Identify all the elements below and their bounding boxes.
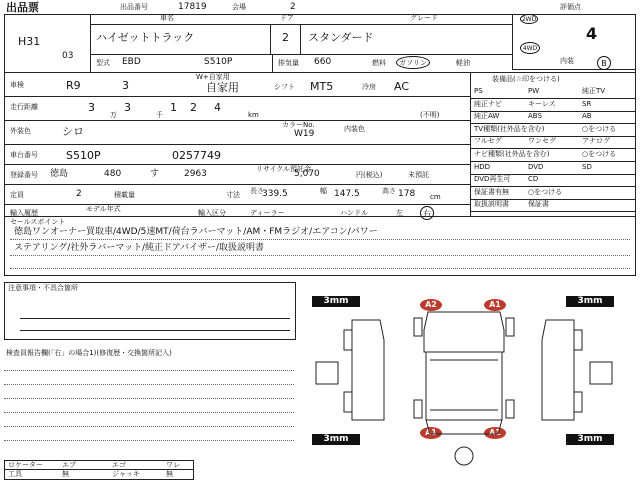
table-header: ワレ <box>166 461 180 469</box>
truck-rear-outline <box>426 420 502 434</box>
size-label: 寸法 <box>226 191 240 199</box>
interior-score: B <box>597 56 611 70</box>
wheel-icon <box>344 392 352 412</box>
scale-label: 3mm <box>312 296 360 307</box>
wheel-icon <box>574 330 582 350</box>
mileage-digit: 4 <box>214 101 221 114</box>
color-code: W19 <box>294 129 315 139</box>
equipment-item: ABS <box>528 112 542 121</box>
equipment-item: SD <box>582 162 592 171</box>
mileage-unit: 千 <box>156 111 163 119</box>
left-side-outline <box>352 320 384 420</box>
mileage-digit: 3 <box>124 101 131 114</box>
recycle-unit: 円(税込) <box>356 171 383 179</box>
sales-point-line: ステアリング/社外ラバーマット/純正ドアバイザー/取扱説明書 <box>14 243 265 253</box>
inspection-label: 車検 <box>10 81 24 89</box>
interior-score-label: 内装 <box>560 57 574 65</box>
equipment-item: TV種類(社外品を含む) <box>474 124 545 133</box>
table-cell: 無 <box>62 470 69 478</box>
equipment-item: HDD <box>474 162 491 171</box>
capacity: 2 <box>76 189 82 199</box>
damage-tag-rear-right: A1 <box>484 427 506 439</box>
table-cell: 工具 <box>8 470 22 478</box>
table-header: エゴ <box>112 461 126 469</box>
equipment-item: PS <box>474 87 483 95</box>
model-month: 03 <box>62 51 74 61</box>
equipment-item: 保証書有無 <box>474 187 509 196</box>
fuel-diesel: 軽油 <box>456 59 470 67</box>
fuel-label: 燃料 <box>372 59 386 67</box>
car-name: ハイゼットトラック <box>96 31 195 44</box>
damage-tag-front-right: A1 <box>484 299 506 311</box>
mileage-note: (不明) <box>420 111 440 119</box>
model-prefix: EBD <box>122 57 141 67</box>
import-value: ディーラー <box>250 209 285 217</box>
model-year: H31 <box>18 35 41 48</box>
door-label: ドア <box>280 14 294 22</box>
chassis-label: 車台番号 <box>10 151 38 159</box>
unpaid-label: 未預託 <box>408 171 429 179</box>
capacity-label: 定員 <box>10 191 24 199</box>
equipment-item: DVD <box>528 162 544 171</box>
damage-tag-rear-left: A1 <box>420 427 442 439</box>
recycle-amount: 5,070 <box>294 169 320 179</box>
registration-class: 480 <box>104 169 122 179</box>
length-value: 339.5 <box>262 189 288 199</box>
model-code: S510P <box>204 57 233 67</box>
equipment-item: PW <box>528 87 540 95</box>
sales-point-line: 徳島ワンオーナー買取車/4WD/5速MT/荷台ラバーマット/AM・FMラジオ/エアコン/パワー <box>14 227 378 237</box>
load-label: 積載量 <box>114 191 135 199</box>
wheel-icon <box>574 392 582 412</box>
grade: スタンダード <box>308 31 374 44</box>
drive-option-4wd: 4WD <box>520 42 540 54</box>
venue-number-label: 会場 <box>232 3 246 11</box>
wheel-icon <box>506 400 514 418</box>
ac-label: 冷房 <box>362 83 376 91</box>
equipment-item: DVD再生可 <box>474 175 511 184</box>
equipment-item: アナログ <box>582 137 610 146</box>
equipment-item: ワンセグ <box>528 137 556 146</box>
venue-number: 2 <box>290 2 296 12</box>
table-header: ロケーター <box>8 461 43 469</box>
width-value: 147.5 <box>334 189 360 199</box>
length-label: 長さ <box>250 187 264 195</box>
history-label: 輸入履歴 <box>10 209 38 217</box>
mileage-digit: 1 <box>170 101 177 114</box>
car-name-label: 車名 <box>160 14 174 22</box>
sales-point-label: セールスポイント <box>10 218 66 226</box>
score-label: 評価点 <box>560 3 581 11</box>
ac-value: AC <box>394 80 410 93</box>
spare-tire-icon <box>455 447 473 465</box>
scale-label: 3mm <box>312 434 360 445</box>
chassis-prefix: S510P <box>66 149 101 162</box>
history-sub-label: モデル年式 <box>86 205 121 213</box>
table-cell: 無 <box>166 470 173 478</box>
recycle-label: リサイクル預託金 <box>256 165 312 173</box>
shift-label: シフト <box>274 83 295 91</box>
shift-value: MT5 <box>310 80 334 93</box>
equipment-item: 純正AW <box>474 112 500 121</box>
height-value: 178 <box>398 189 416 199</box>
displacement: 660 <box>314 57 332 67</box>
handle-right-selected: 右 <box>420 206 434 220</box>
scale-label: 3mm <box>566 296 614 307</box>
inspector-label: 検査員報告欄(「右」の場合1)(修復歴・交換箇所記入) <box>6 349 172 357</box>
rear-view-outline <box>590 362 612 384</box>
color-value: シロ <box>62 125 84 138</box>
wheel-icon <box>414 400 422 418</box>
right-side-outline <box>542 320 574 420</box>
equipment-item: ○をつける <box>528 187 563 196</box>
fuel-gasoline: ガソリン <box>396 56 430 69</box>
evaluation-score: 4 <box>586 24 598 43</box>
color-label: 外装色 <box>10 127 31 135</box>
model-label: 型式 <box>96 59 110 67</box>
color-code-label: カラーNo. <box>282 121 315 129</box>
mileage-digit: 3 <box>88 101 95 114</box>
exhibit-number: 17819 <box>178 2 207 12</box>
mileage-digit: 2 <box>190 101 197 114</box>
table-header: エブ <box>62 461 76 469</box>
damage-tag-front-left: A2 <box>420 299 442 311</box>
truck-cab-outline <box>424 312 504 352</box>
equipment-item: AB <box>582 112 592 121</box>
equipment-item: 保証書 <box>528 200 549 209</box>
mileage-unit: km <box>248 111 259 119</box>
import-label: 輸入区分 <box>198 209 226 217</box>
handle-label: ハンドル <box>340 209 368 217</box>
equipment-item: ○をつける <box>582 124 617 133</box>
chassis-number: 0257749 <box>172 149 221 162</box>
grade-label: グレード <box>410 14 438 22</box>
registration-label: 登録番号 <box>10 171 38 179</box>
equipment-item: ナビ種類(社外品を含む) <box>474 150 550 158</box>
handle-left: 左 <box>396 209 403 217</box>
use-label: W+自家用 <box>196 73 230 81</box>
displacement-label: 排気量 <box>278 59 299 67</box>
interior-color-label: 内装色 <box>344 125 365 133</box>
equipment-title: 装備品(☆印をつける) <box>492 75 560 83</box>
front-view-outline <box>316 362 338 384</box>
inspection-year: R9 <box>66 79 81 92</box>
equipment-item: ○をつける <box>582 150 617 158</box>
wheel-icon <box>506 318 514 336</box>
equipment-item: フルセグ <box>474 137 502 146</box>
equipment-item: SR <box>582 99 592 108</box>
inspection-month: 3 <box>122 79 129 92</box>
equipment-item: キーレス <box>528 99 556 108</box>
height-label: 高さ <box>382 187 396 195</box>
caution-label: 注意事項・不具合箇所 <box>8 284 78 292</box>
equipment-item: 純正ナビ <box>474 99 502 108</box>
use-value: 自家用 <box>206 81 239 94</box>
equipment-item: 取扱説明書 <box>474 200 509 209</box>
equipment-item: 純正TV <box>582 87 606 95</box>
door-value: 2 <box>282 31 289 44</box>
table-cell: ジャッキ <box>112 470 140 478</box>
scale-label: 3mm <box>566 434 614 445</box>
exhibit-number-label: 出品番号 <box>120 3 148 11</box>
width-label: 幅 <box>320 187 327 195</box>
form-title: 出品票 <box>6 1 39 14</box>
mileage-label: 走行距離 <box>10 103 38 111</box>
registration-area: 徳島 <box>50 169 69 179</box>
wheel-icon <box>414 318 422 336</box>
mileage-unit: 万 <box>110 111 117 119</box>
equipment-item: CD <box>528 175 539 184</box>
drive-option-2wd: 2WD <box>521 15 537 23</box>
registration-kana: す <box>150 169 160 179</box>
size-unit: cm <box>430 193 441 201</box>
registration-number: 2963 <box>184 169 207 179</box>
wheel-icon <box>344 330 352 350</box>
